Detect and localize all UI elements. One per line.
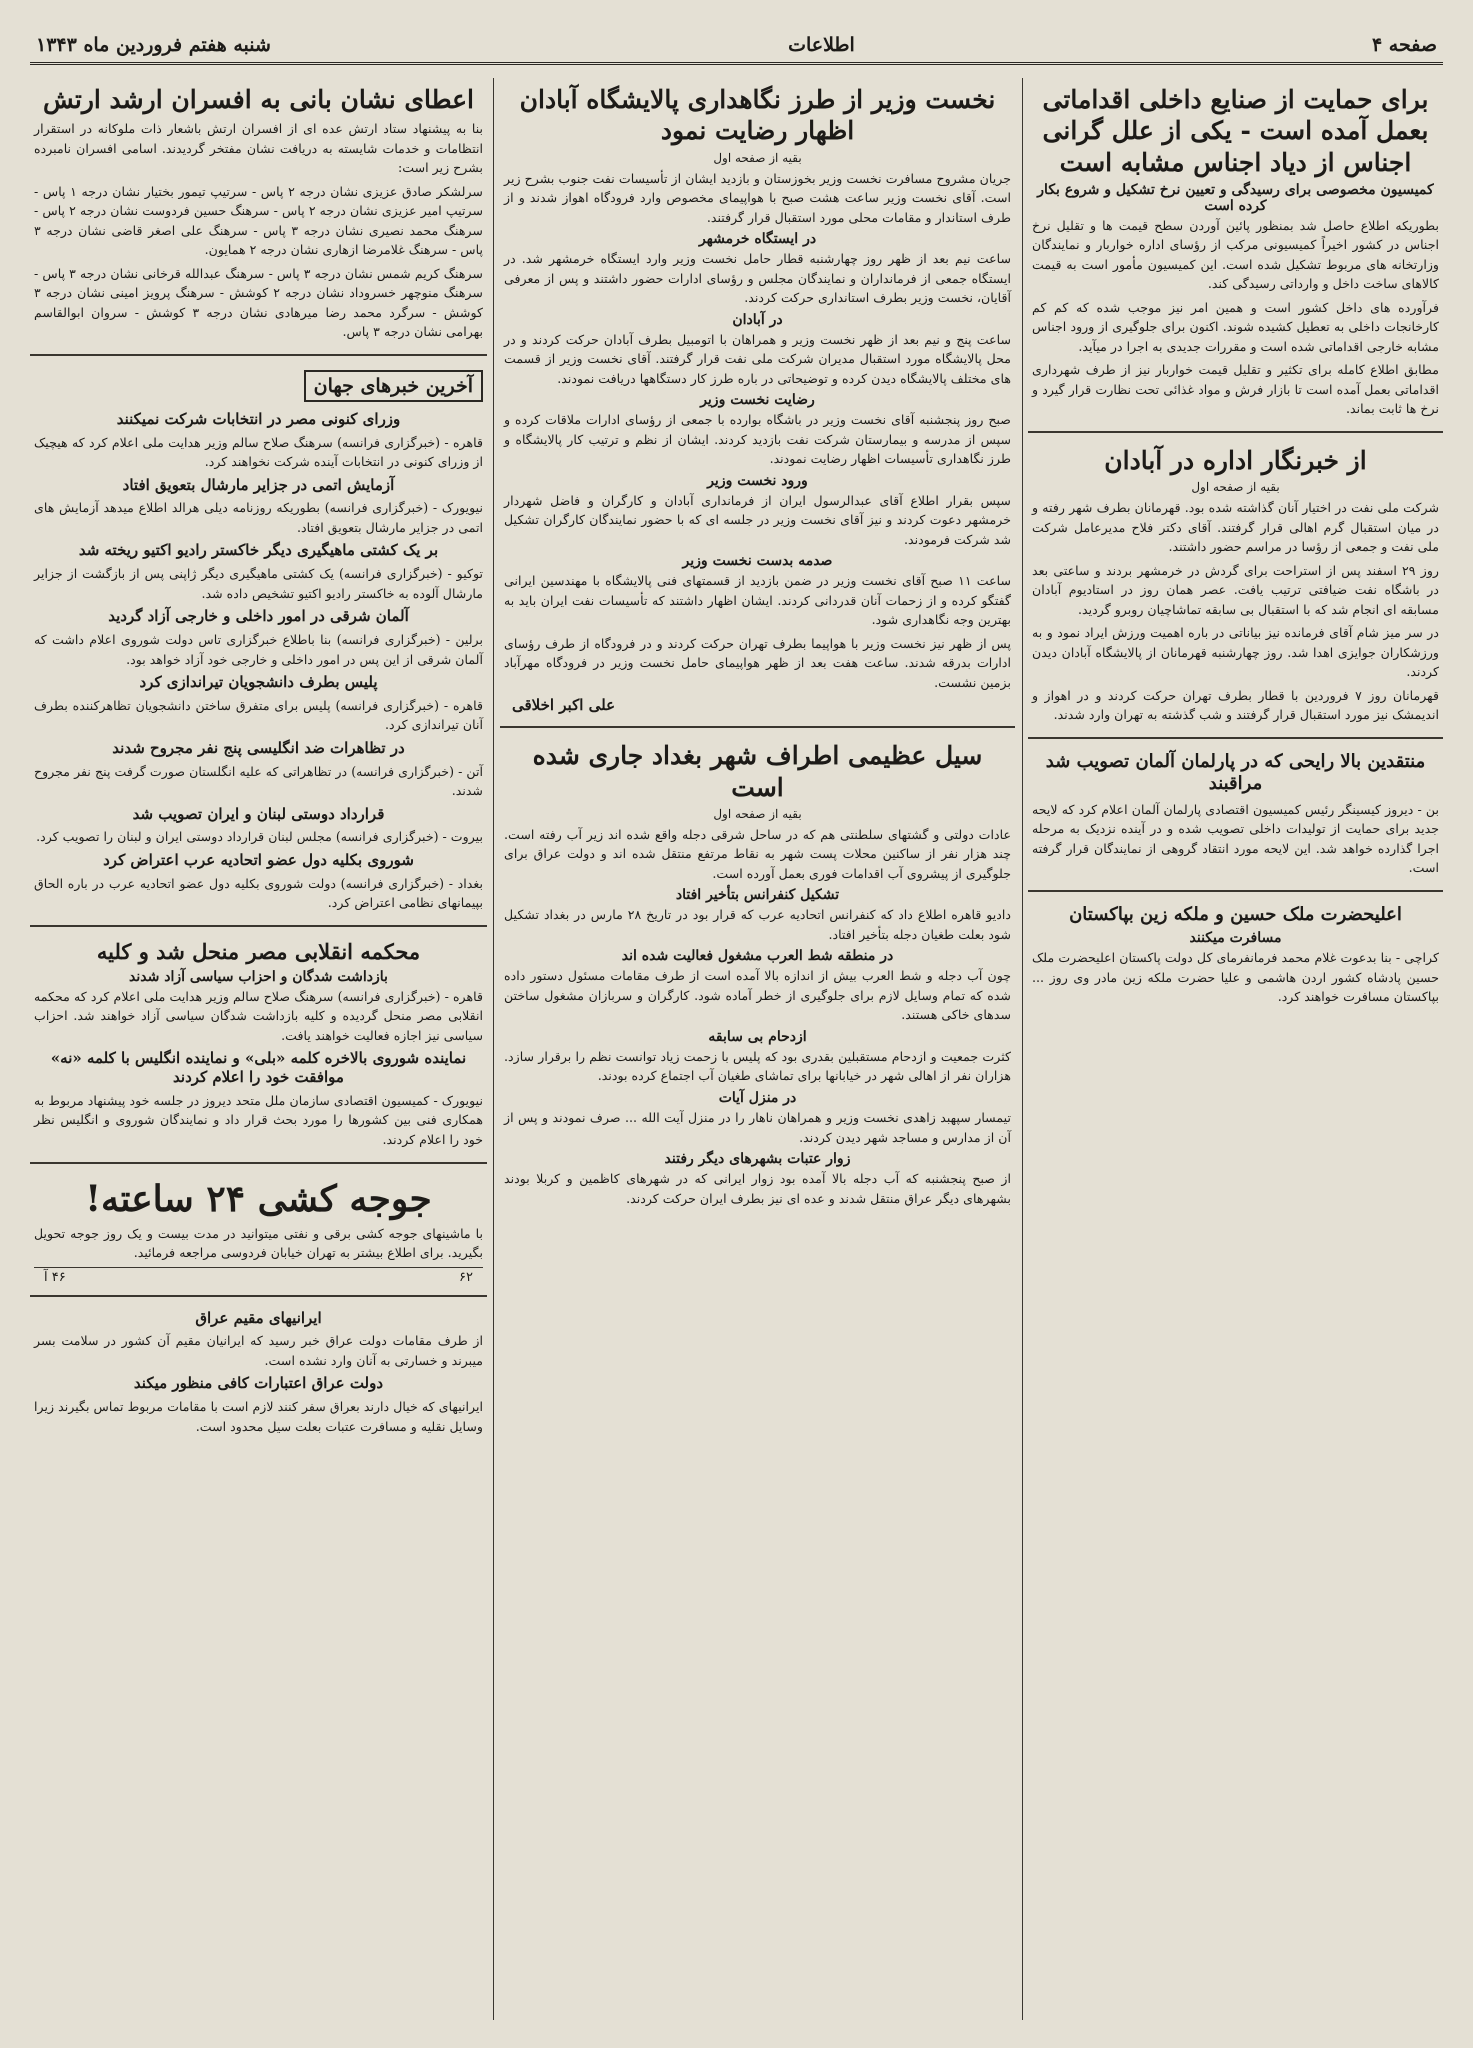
issue-date: شنبه هفتم فروردین ماه ۱۳۴۳ — [36, 34, 271, 56]
news-text: بیروت - (خبرگزاری فرانسه) مجلس لبنان قرارداد دوستی ایران و لبنان را تصویب کرد. — [36, 829, 483, 845]
ad-code: ۴۶ آ — [44, 1269, 66, 1285]
article-text: از طرف مقامات دولت عراق خبر رسید که ایرانیان مقیم آن کشور در سلامت بسر میبرند و خسارتی به آنان وارد نشده است. — [34, 1333, 483, 1368]
article-text: قاهره - (خبرگزاری فرانسه) سرهنگ صلاح سالم وزیر هدایت ملی اعلام کرد که محکمه انقلابی مصر منحل گردیده و کلیه بازداشت شدگان سیاسی آزاد خواهند شد. احزاب سیاسی نیز اجازه فعالیت خواهند یافت. — [34, 988, 483, 1043]
ad-code: ۶۲ — [459, 1269, 473, 1285]
article-text: شرکت ملی نفت در اختیار آنان گذاشته شده بود. قهرمانان بطرف شهر رفته و در میان استقبال گرم اهالی قرار گرفتند. آقای دکتر فلاح مدیرعامل شرکت ملی نفت و جمعی از رؤسا در مراسم حضور داشتند. — [1032, 500, 1439, 555]
section-title: صدمه بدست نخست وزیر — [682, 553, 833, 570]
news-headline: ایرانیهای مقیم عراق — [195, 1308, 322, 1327]
news-headline: آلمان شرقی در امور داخلی و خارجی آزاد گردید — [108, 607, 409, 626]
masthead — [30, 28, 1443, 65]
article-text: کراچی - بنا بدعوت غلام محمد فرمانفرمای کل دولت پاکستان اعلیحضرت ملک حسین پادشاه کشور اردن هاشمی و علیا حضرت ملکه زین مادر وی روز ... بپاکستان مسافرت خواهند کرد. — [1032, 950, 1439, 1005]
article-text: در سر میز شام آقای فرمانده نیز بیاناتی در باره اهمیت ورزش ایراد نمود و به ورزشکاران جوایزی اهدا شد. روز چهارشنبه قهرمانان از پالایشگاه آبادان دیدن کردند. — [1032, 625, 1439, 680]
article-text: ساعت نیم بعد از ظهر روز چهارشنبه قطار حامل نخست وزیر وارد ایستگاه خرمشهر شد. در ایستگاه جمعی از فرمانداران و نمایندگان مجلس و رؤسای ادارات حضور داشتند و پس از معرفی آقایان، نخست وزیر بطرف استانداری حرکت کردند. — [504, 251, 1011, 306]
column-left — [30, 78, 487, 2020]
headline: نخست وزیر از طرز نگاهداری پالایشگاه آبادان اظهار رضایت نمود — [519, 85, 996, 146]
newspaper-name: اطلاعات — [788, 34, 855, 56]
headline: منتقدین بالا رایحی که در پارلمان آلمان تصویب شد مراقبند — [1045, 750, 1426, 795]
news-headline: پلیس بطرف دانشجویان تیراندازی کرد — [139, 673, 378, 692]
news-headline: دولت عراق اعتبارات کافی منظور میکند — [133, 1374, 384, 1393]
news-headline: نماینده شوروی بالاخره کلمه «بلی» و نماینده انگلیس با کلمه «نه» موافقت خود را اعلام کردند — [50, 1049, 467, 1087]
continued-note: بقیه از صفحه اول — [1191, 480, 1280, 495]
article-text: سرهنگ کریم شمس نشان درجه ۳ پاس - سرهنگ عبدالله قرخانی نشان درجه ۳ پاس - سرهنگ منوچهر خسروداد نشان درجه ۲ کوشش - سرهنگ پرویز امینی نشان درجه ۳ کوشش - سرگرد محمد رضا میرهادی نشان درجه ۳ کوشش - سروان ابوالقاسم بهرامی نشان درجه ۳ پاس. — [34, 265, 483, 340]
headline: اعلیحضرت ملک حسین و ملکه زین بپاکستان — [1069, 903, 1402, 925]
continued-note: بقیه از صفحه اول — [713, 150, 802, 165]
news-text: آتن - (خبرگزاری فرانسه) در تظاهراتی که علیه انگلستان صورت گرفت پنج نفر مجروح شدند. — [34, 763, 483, 799]
section-title: در آبادان — [732, 311, 783, 328]
article-text: کثرت جمعیت و ازدحام مستقبلین بقدری بود که پلیس با زحمت زیاد توانست نظم را برقرار سازد. هزاران نفر از اهالی شهر در خیابانها برای تماشای طغیان آب اجتماع کرده بودند. — [504, 1048, 1011, 1084]
headline: سیل عظیمی اطراف شهر بغداد جاری شده است — [532, 741, 983, 802]
page-number: صفحه ۴ — [1371, 34, 1437, 56]
article-baghdad-flood — [500, 734, 1015, 1220]
world-news-label: آخرین خبرهای جهان — [304, 370, 483, 402]
continued-note: بقیه از صفحه اول — [713, 806, 802, 821]
news-text: بغداد - (خبرگزاری فرانسه) دولت شوروی بکلیه دول عضو اتحادیه عرب در باره الحاق بپیمانهای نظامی اعتراض کرد. — [34, 875, 483, 911]
article-text: ایرانیهای که خیال دارند بعراق سفر کنند لازم است با مقامات مربوط تماس بگیرند زیرا وسایل نقلیه و مسافرت عتبات بعلت سیل محدود است. — [34, 1399, 483, 1434]
column-rule — [1022, 78, 1023, 2020]
article-abadan-correspondent — [1028, 439, 1443, 739]
section-title: زوار عتبات بشهرهای دیگر رفتند — [664, 1151, 851, 1168]
article-text: دادیو قاهره اطلاع داد که کنفرانس اتحادیه عرب که قرار بود در تاریخ ۲۸ مارس در بغداد تشکیل شود بعلت طغیان دجله بتأخیر افتاد. — [504, 907, 1011, 942]
article-text: جریان مشروح مسافرت نخست وزیر بخوزستان و بازدید ایشان از تأسیسات نفت جنوب بشرح زیر است. آقای نخست وزیر ساعت هشت صبح با هواپیمای مخصوص وارد فرودگاه اهواز شدند و از طرف استاندار و مقامات محلی مورد استقبال قرار گرفتند. — [504, 170, 1011, 225]
news-text: قاهره - (خبرگزاری فرانسه) سرهنگ صلاح سالم وزیر هدایت ملی اعلام کرد که هیچیک از وزرای کنونی در انتخابات آینده شرکت نخواهند کرد. — [34, 434, 483, 470]
article-text: صبح روز پنجشنبه آقای نخست وزیر در باشگاه بوارده با جمعی از رؤسای ادارات ملاقات کرده و سپس از مدرسه و بیمارستان شرکت نفت بازدید کردند. ایشان از نظم و ترتیب کار پالایشگاه و طرز نگاهداری تأسیسات اظهار رضایت نمودند. — [504, 412, 1011, 467]
ad-text: با ماشینهای جوجه کشی برقی و نفتی میتوانید در مدت بیست و یک روز جوجه تحویل بگیرید. برای اطلاع بیشتر به تهران خیابان فردوسی مراجعه فرمائید. — [34, 1225, 483, 1261]
news-headline: شوروی بکلیه دول عضو اتحادیه عرب اعتراض کرد — [103, 850, 414, 869]
article-text: ساعت پنج و نیم بعد از ظهر نخست وزیر و همراهان با اتومبیل بطرف آبادان حرکت کردند و در محل پالایشگاه مورد استقبال مدیران شرکت ملی نفت قرار گرفتند. آقای نخست وزیر از قسمت های مختلف پالایشگاه دیدن کرده و توضیحاتی در باره طرز کار دستگاهها دریافت نمودند. — [504, 331, 1011, 386]
section-title: تشکیل کنفرانس بتأخیر افتاد — [675, 887, 840, 904]
news-headline: قرارداد دوستی لبنان و ایران تصویب شد — [132, 804, 385, 823]
section-world-news — [30, 362, 487, 927]
news-headline: آزمایش اتمی در جزایر مارشال بتعویق افتاد — [122, 475, 395, 494]
article-german-parliament — [1028, 745, 1443, 892]
subheadline: کمیسیون مخصوصی برای رسیدگی و تعیین نرخ تشکیل و شروع بکار کرده است — [1037, 181, 1434, 214]
article-text: سپس بقرار اطلاع آقای عبدالرسول ایران از فرمانداری آبادان و کارگران و فاضل شهردار خرمشهر دعوت کردند و نیز آقای نخست وزیر در جلسه ای که با حضور نمایندگان کارگران تشکیل شد شرکت فرمودند. — [504, 492, 1011, 547]
section-title: رضایت نخست وزیر — [700, 392, 815, 409]
headline: برای حمایت از صنایع داخلی اقداماتی بعمل آمده است - یکی از علل گرانی اجناس از دیاد اجناس مشابه است — [1042, 85, 1429, 177]
column-rule — [493, 78, 494, 2020]
headline: اعطای نشان بانی به افسران ارشد ارتش — [43, 85, 474, 114]
news-text: برلین - (خبرگزاری فرانسه) بنا باطلاع خبرگزاری تاس دولت شوروی اعلام داشت که آلمان شرقی از این پس در امور داخلی و خارجی خود آزاد خواهد بود. — [34, 632, 483, 667]
byline: علی اکبر اخلاقی — [512, 696, 616, 715]
ad-headline: جوجه کشی ۲۴ ساعته! — [85, 1177, 432, 1220]
article-iraq-credits — [30, 1303, 487, 1449]
article-text: پس از ظهر نیز نخست وزیر با هواپیما بطرف تهران حرکت کردند و در فرودگاه از طرف رؤسای ادارات بدرقه شدند. ساعت هفت بعد از ظهر هواپیمای حامل نخست وزیر در فرودگاه مهرآباد بزمین نشست. — [504, 635, 1011, 690]
advertisement-incubator — [30, 1170, 487, 1297]
news-text: توکیو - (خبرگزاری فرانسه) یک کشتی ماهیگیری دیگر ژاپنی پس از بازگشت از جزایر مارشال آلوده به خاکستر رادیو اکتیو تشخیص داده شد. — [34, 566, 483, 601]
news-headline: در تظاهرات ضد انگلیسی پنج نفر مجروح شدند — [112, 738, 405, 757]
ad-codes — [34, 1267, 483, 1287]
headline: محکمه انقلابی مصر منحل شد و کلیه — [96, 938, 421, 964]
article-text: بن - دیروز کیسینگر رئیس کمیسیون اقتصادی پارلمان آلمان اعلام کرد که لایحه جدید برای حمایت از تولیدات داخلی تصویب شده و در آینده نزدیک به مرحله اجرا گذارده خواهد شد. این لایحه مورد انتقاد گروهی از نمایندگان قرار گرفته است. — [1032, 801, 1439, 876]
article-text: روز ۲۹ اسفند پس از استراحت برای گردش در خرمشهر بردند و ساعتی بعد در باشگاه نفت ضیافتی ترتیب یافت. عصر همان روز در استادیوم آبادان مسابقه ای انجام شد که با استقبال بی سابقه تماشاچیان روبرو گردید. — [1032, 562, 1439, 617]
section-title: ازدحام بی سابقه — [708, 1028, 807, 1045]
section-title: در منطقه شط العرب مشغول فعالیت شده اند — [621, 948, 894, 965]
article-domestic-industry — [1028, 78, 1443, 433]
section-title: در منزل آیات — [718, 1089, 797, 1106]
subheadline: بازداشت شدگان و احزاب سیاسی آزاد شدند — [129, 968, 388, 985]
article-text: تیمسار سپهبد زاهدی نخست وزیر و همراهان ناهار را در منزل آیت الله ... صرف نمودند و پس از آن از مدارس و مساجد شهر دیدن کردند. — [504, 1109, 1011, 1145]
article-text: ساعت ۱۱ صبح آقای نخست وزیر در ضمن بازدید از قسمتهای فنی پالایشگاه با مهندسین ایرانی گفتگو کرده و از زحمات آنان قدردانی کردند. ایشان اظهار داشتند که تأسیسات نفت ایران باید به بهترین وجه نگاهداری شود. — [504, 573, 1011, 628]
article-text: فرآورده های داخل کشور است و همین امر نیز موجب شده که کم کم کارخانجات داخلی به تعطیل کشیده شوند. اکنون برای جلوگیری از ورود اجناس مشابه خارجی اقداماتی شده است و مقررات جدیدی به اجرا در میآید. — [1032, 299, 1439, 354]
subheadline: مسافرت میکنند — [1189, 930, 1282, 947]
article-text: مطابق اطلاع کامله برای تکثیر و تقلیل قیمت خواربار نیز از طرف شهرداری اقداماتی بعمل آمده است تا بازار فرش و مواد غذائی تحت نظارت قرار گیرد و نرخ ها ثابت بماند. — [1032, 362, 1439, 417]
column-middle — [500, 78, 1015, 2020]
article-text: نیویورک - کمیسیون اقتصادی سازمان ملل متحد دیروز در جلسه خود پیشنهاد مربوط به همکاری فنی بین کشورها را مورد بحث قرار داد و نمایندگان شوروی و انگلیس نظر خود را اعلام کردند. — [34, 1092, 483, 1147]
article-king-hussein — [1028, 898, 1443, 1019]
article-text: سرلشکر صادق عزیزی نشان درجه ۲ پاس - سرتیپ تیمور بختیار نشان درجه ۱ پاس - سرتیپ امیر عزیزی نشان درجه ۲ پاس - سرهنگ حسین فردوست نشان درجه ۲ پاس - سرهنگ محمد نصیری نشان درجه ۳ پاس - سرهنگ علی اصغر قاضی نشان درجه ۳ پاس - سرهنگ غلامرضا ازهاری نشان درجه ۲ همایون. — [34, 183, 483, 258]
article-text: بطوریکه اطلاع حاصل شد بمنظور پائین آوردن سطح قیمت ها و تقلیل نرخ اجناس در کشور اخیراً کمیسیونی مرکب از رؤسای اداره خواربار و نمایندگان وزارتخانه های مربوط تشکیل شده است. این کمیسیون مأمور است به قیمت کالاهای ساخت داخل و وارداتی رسیدگی کند. — [1032, 217, 1439, 292]
section-title: در ایستگاه خرمشهر — [698, 231, 817, 248]
article-text: بنا به پیشنهاد ستاد ارتش عده ای از افسران ارتش باشعار ذات ملوکانه در استقرار انتظامات و خدمات شایسته به دریافت نشان مفتخر گردیدند. اسامی افسران نامبرده بشرح زیر است: — [34, 121, 483, 176]
news-headline: بر یک کشتی ماهیگیری دیگر خاکستر رادیو اکتیو ریخته شد — [78, 541, 439, 560]
headline: از خبرنگار اداره در آبادان — [1104, 445, 1367, 475]
article-prime-minister — [500, 78, 1015, 728]
section-title: ورود نخست وزیر — [707, 472, 808, 489]
news-headline: وزرای کنونی مصر در انتخابات شرکت نمیکنند — [116, 409, 401, 428]
article-text: از صبح پنجشنبه که آب دجله بالا آمده بود زوار ایرانی که در شهرهای کاظمین و کربلا بودند بشهرهای دیگر عراق منتقل شدند و عده ای نیز بطرف ایران حرکت کردند. — [504, 1171, 1011, 1206]
article-army-awards — [30, 78, 487, 356]
article-text: قهرمانان روز ۷ فروردین با قطار بطرف تهران حرکت کردند و در اهواز و اندیمشک نیز مورد استقبال قرار گرفتند و شب گذشته به تهران وارد شدند. — [1032, 687, 1440, 723]
news-text: نیویورک - (خبرگزاری فرانسه) بطوریکه روزنامه دیلی هرالد اطلاع میدهد آزمایش های اتمی در جزایر مارشال بتعویق افتاد. — [34, 500, 483, 535]
article-egypt-court — [30, 933, 487, 1164]
column-right — [1028, 78, 1443, 2020]
article-text: عادات دولتی و گشتهای سلطنتی هم که در ساحل شرقی دجله واقع شده اند زیر آب رفته است. چند هزار نفر از ساکنین محلات پست شهر به نقاط مرتفع منتقل شده اند و دولت عراق برای جلوگیری از پیشروی آب اقدامات فوری بعمل آورده است. — [504, 826, 1011, 881]
article-text: چون آب دجله و شط العرب بیش از اندازه بالا آمده است از طرف مقامات مسئول دستور داده شده که تمام وسایل لازم برای جلوگیری از خطر آماده شود. کارگران و سربازان مشغول ساختن سدهای خاکی هستند. — [504, 968, 1011, 1023]
news-text: قاهره - (خبرگزاری فرانسه) پلیس برای متفرق ساختن دانشجویان تظاهرکننده بطرف آنان تیراندازی کرد. — [34, 697, 483, 733]
